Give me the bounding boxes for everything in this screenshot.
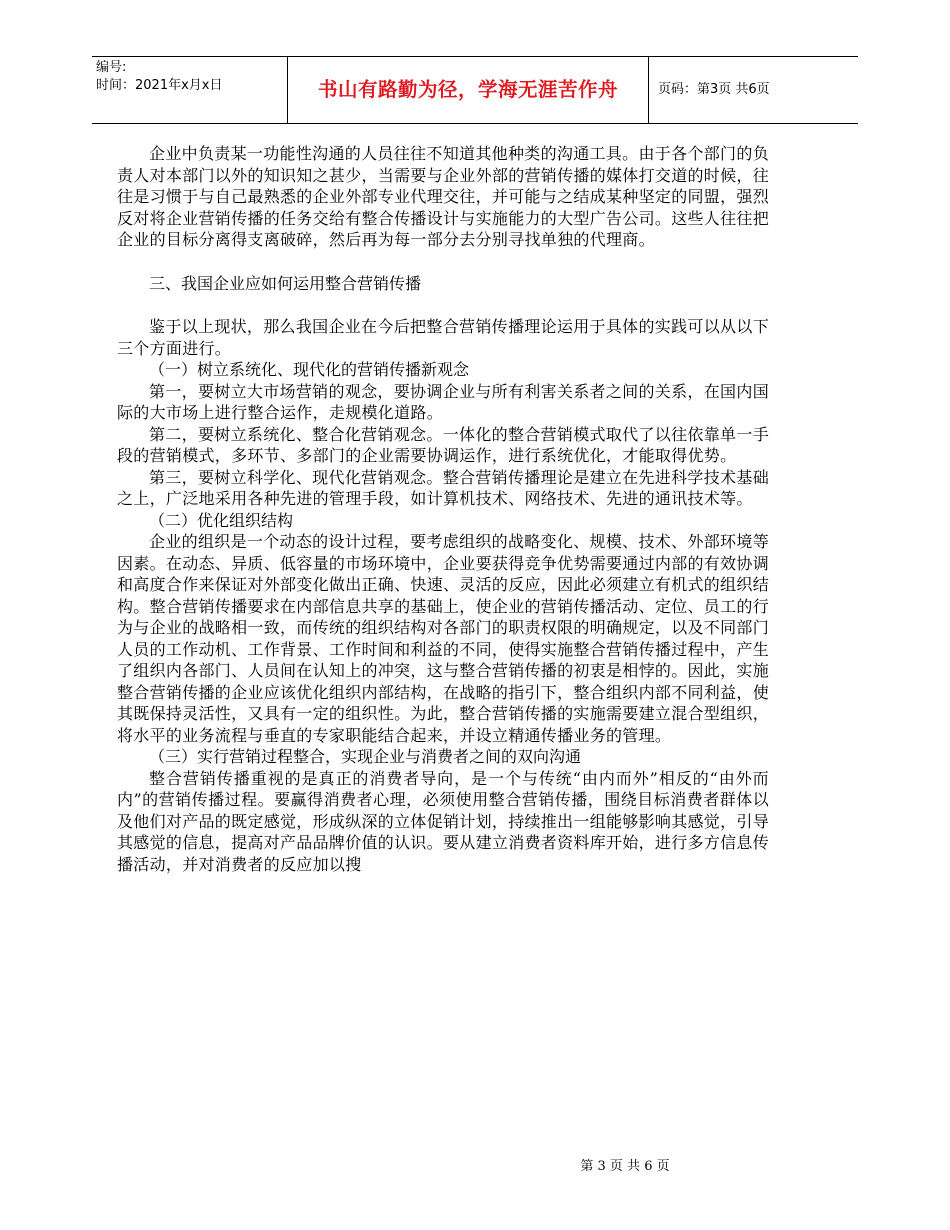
paragraph-3: 第一，要树立大市场营销的观念，要协调企业与所有利害关系者之间的关系，在国内国际的大市场上进行整合运作，走规模化道路。	[117, 381, 769, 422]
header-motto: 书山有路勤为径，学海无涯苦作舟	[287, 57, 649, 123]
paragraph-6: 企业的组织是一个动态的设计过程，要考虑组织的战略变化、规模、技术、外部环境等因素。在动态、异质、低容量的市场环境中，企业要获得竞争优势需要通过内部的有效协调和高度合作来保证对外部变化做出正确、快速、灵活的反应，因此必须建立有机式的组织结构。整合营销传播要求在内部信息共享的基础上，使企业的营销传播活动、定位、员工的行为与企业的战略相一致，而传统的组织结构对各部门的职责权限的明确规定，以及不同部门人员的工作动机、工作背景、工作时间和利益的不同，使得实施整合营销传播过程中，产生了组织内各部门、人员间在认知上的冲突，这与整合营销传播的初衷是相悖的。因此，实施整合营销传播的企业应该优化组织内部结构，在战略的指引下，整合组织内部不同利益，使其既保持灵活性，又具有一定的组织性。为此，整合营销传播的实施需要建立混合型组织，将水平的业务流程与垂直的专家职能结合起来，并设立精通传播业务的管理。	[117, 532, 770, 745]
time-label: 时间：2021年x月x日	[96, 78, 223, 93]
paragraph-7: 整合营销传播重视的是真正的消费者导向，是一个与传统“由内而外”相反的“由外而内”的营销传播过程。要赢得消费者心理，必须使用整合营销传播，围绕目标消费者群体以及他们对产品的既定感觉，形成纵深的立体促销计划，持续推出一组能够影响其感觉，引导其感觉的信息，提高对产品品牌价值的认识。要从建立消费者资料库开始，进行多方信息传播活动，并对消费者的反应加以搜	[117, 768, 770, 874]
paragraph-2: 鉴于以上现状，那么我国企业在今后把整合营销传播理论运用于具体的实践可以从以下三个方面进行。	[117, 317, 769, 358]
number-label: 编号:	[96, 60, 127, 75]
header-meta	[92, 57, 287, 123]
subsection-1-heading: （一）树立系统化、现代化的营销传播新观念	[149, 360, 470, 379]
paragraph-5: 第三，要树立科学化、现代化营销观念。整合营销传播理论是建立在先进科学技术基础之上，广泛地采用各种先进的管理手段，如计算机技术、网络技术、先进的通讯技术等。	[117, 467, 769, 508]
subsection-3-heading: （三）实行营销过程整合，实现企业与消费者之间的双向沟通	[149, 747, 582, 766]
page-footer	[0, 1155, 950, 1174]
section-3-heading: 三、我国企业应如何运用整合营销传播	[149, 273, 422, 293]
header-page-info	[648, 57, 858, 123]
subsection-2-heading: （二）优化组织结构	[149, 510, 294, 530]
paragraph-4: 第二，要树立系统化、整合化营销观念。一体化的整合营销模式取代了以往依靠单一手段的营销模式，多环节、多部门的企业需要协调运作，进行系统优化，才能取得优势。	[117, 424, 769, 465]
document-body	[117, 143, 769, 875]
page-header	[92, 56, 858, 124]
footer-page-number: 第 3 页 共 6 页	[580, 1159, 670, 1174]
page-label: 页码：第3页 共6页	[658, 82, 770, 97]
paragraph-1: 企业中负责某一功能性沟通的人员往往不知道其他种类的沟通工具。由于各个部门的负责人对本部门以外的知识知之甚少，当需要与企业外部的营销传播的媒体打交道的时候，往往是习惯于与自己最熟悉的企业外部专业代理交往，并可能与之结成某种坚定的同盟，强烈反对将企业营销传播的任务交给有整合传播设计与实施能力的大型广告公司。这些人往往把企业的目标分离得支离破碎，然后再为每一部分去分别寻找单独的代理商。	[117, 144, 770, 249]
